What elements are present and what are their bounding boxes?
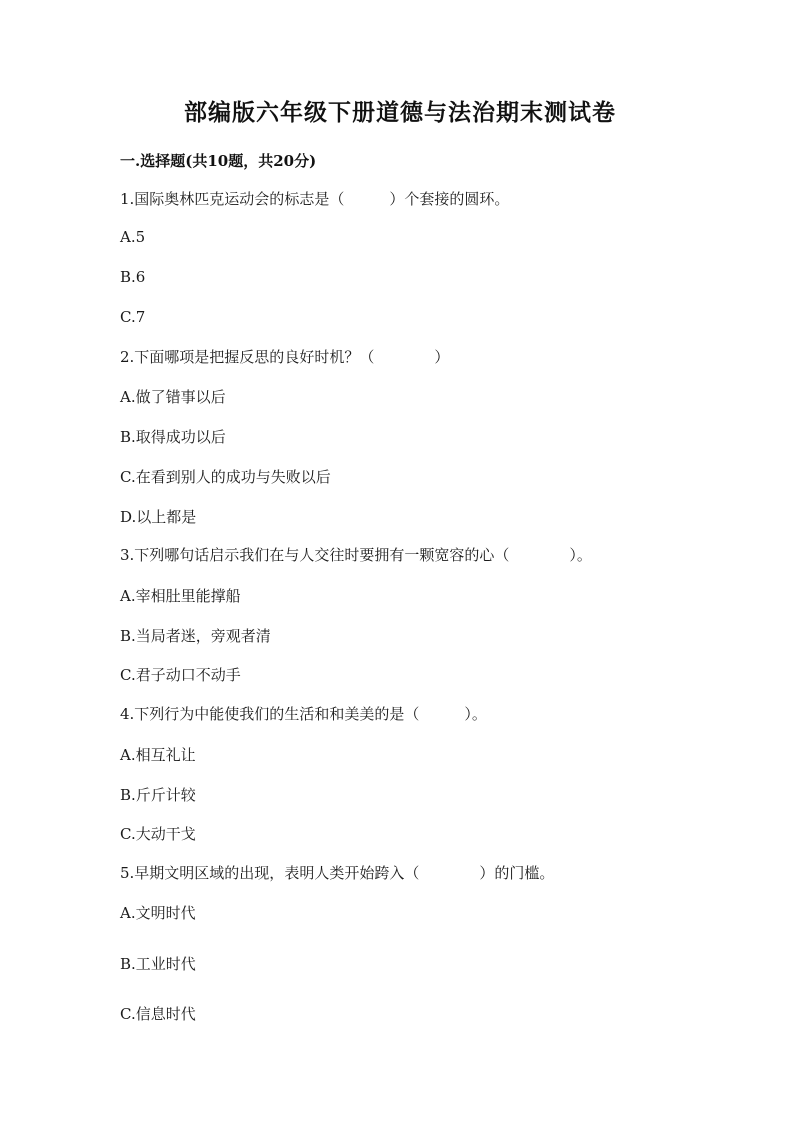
question-stem: 1.国际奥林匹克运动会的标志是（ ）个套接的圆环。 [120,190,510,208]
answer-option: B.当局者迷，旁观者清 [120,627,271,645]
answer-option: A.文明时代 [120,904,196,922]
answer-option: A.做了错事以后 [120,388,226,406]
answer-option: A.相互礼让 [120,746,196,764]
question-stem: 2.下面哪项是把握反思的良好时机？（ ） [120,348,450,366]
answer-option: B.取得成功以后 [120,428,226,446]
answer-option: C.信息时代 [120,1005,196,1023]
section-heading: 一.选择题(共10题，共20分) [120,152,317,170]
question-stem: 5.早期文明区域的出现，表明人类开始跨入（ ）的门槛。 [120,864,555,882]
answer-option: A.宰相肚里能撑船 [120,587,241,605]
question-stem: 3.下列哪句话启示我们在与人交往时要拥有一颗宽容的心（ ）。 [120,546,592,564]
answer-option: C.在看到别人的成功与失败以后 [120,468,331,486]
answer-option: B.6 [120,268,146,286]
answer-option: C.大动干戈 [120,825,196,843]
answer-option: C.7 [120,308,146,326]
answer-option: B.工业时代 [120,955,196,973]
answer-option: A.5 [120,228,146,246]
answer-option: D.以上都是 [120,508,197,526]
answer-option: B.斤斤计较 [120,786,196,804]
answer-option: C.君子动口不动手 [120,666,241,684]
page-title: 部编版六年级下册道德与法治期末测试卷 [184,99,616,126]
question-stem: 4.下列行为中能使我们的生活和和美美的是（ ）。 [120,705,487,723]
